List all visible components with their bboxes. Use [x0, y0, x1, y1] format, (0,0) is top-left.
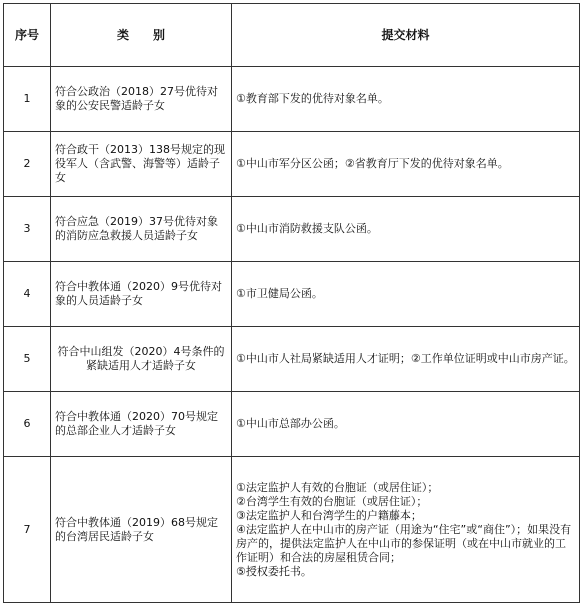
- row-num: 1: [4, 67, 51, 132]
- row-category: 符合中教体通（2019）68号规定的台湾居民适龄子女: [51, 457, 232, 603]
- row-num: 3: [4, 197, 51, 262]
- row-num: 7: [4, 457, 51, 603]
- materials-table: [3, 3, 580, 603]
- row-category: 符合中教体通（2020）9号优待对象的人员适龄子女: [51, 262, 232, 327]
- row-category: 符合应急（2019）37号优待对象的消防应急救援人员适龄子女: [51, 197, 232, 262]
- row-category: 符合政干（2013）138号规定的现役军人（含武警、海警等）适龄子女: [51, 132, 232, 197]
- material-item: ①中山市总部办公函。: [236, 417, 345, 430]
- row-category: 符合公政治（2018）27号优待对象的公安民警适龄子女: [51, 67, 232, 132]
- row-materials: [232, 457, 580, 603]
- table-row: [4, 67, 580, 132]
- header-materials: 提交材料: [232, 4, 580, 67]
- material-item: ①中山市消防救援支队公函。: [236, 222, 378, 235]
- table-row: [4, 262, 580, 327]
- material-item: ①中山市军分区公函；②省教育厅下发的优待对象名单。: [236, 157, 509, 170]
- table-row: [4, 197, 580, 262]
- header-category: 类 别: [51, 4, 232, 67]
- row-materials: [232, 327, 580, 392]
- table-row: [4, 327, 580, 392]
- material-item: ⑤授权委托书。: [236, 564, 312, 578]
- row-category: 符合中山组发（2020）4号条件的紧缺适用人才适龄子女: [51, 327, 232, 392]
- row-category: 符合中教体通（2020）70号规定的总部企业人才适龄子女: [51, 392, 232, 457]
- row-materials: [232, 67, 580, 132]
- material-item: ③法定监护人和台湾学生的户籍藤本；: [236, 508, 422, 522]
- material-item: ④法定监护人在中山市的房产证（用途为“住宅”或“商住”）；如果没有房产的，提供法定监护人在中山市的参保证明（或在中山市就业的工作证明）和合法的房屋租赁合同；: [236, 522, 572, 564]
- row-materials: [232, 392, 580, 457]
- material-item: ②台湾学生有效的台胞证（或居住证）；: [236, 494, 428, 508]
- material-item: ①中山市人社局紧缺适用人才证明；②工作单位证明或中山市房产证。: [236, 352, 575, 365]
- table-row: [4, 132, 580, 197]
- material-item: ①教育部下发的优待对象名单。: [236, 92, 389, 105]
- header-num: 序号: [4, 4, 51, 67]
- row-materials: [232, 132, 580, 197]
- row-num: 4: [4, 262, 51, 327]
- row-num: 6: [4, 392, 51, 457]
- row-materials: [232, 197, 580, 262]
- table-row: [4, 392, 580, 457]
- row-num: 2: [4, 132, 51, 197]
- table-row: [4, 457, 580, 603]
- header-row: [4, 4, 580, 67]
- material-item: ①法定监护人有效的台胞证（或居住证）；: [236, 480, 439, 494]
- row-materials: [232, 262, 580, 327]
- material-item: ①市卫健局公函。: [236, 287, 323, 300]
- row-num: 5: [4, 327, 51, 392]
